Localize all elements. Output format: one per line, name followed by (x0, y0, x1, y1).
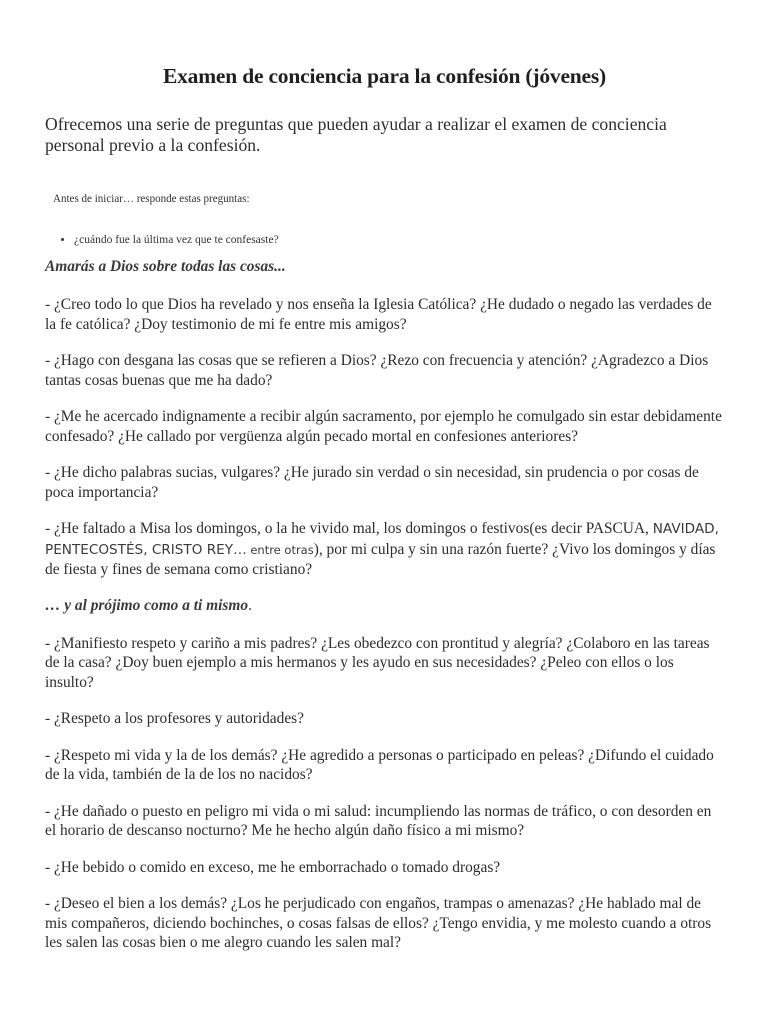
section-heading-neighbor-text: … y al prójimo como a ti mismo (45, 596, 249, 614)
feast-days-others: entre otras (246, 542, 314, 557)
question-paragraph-mass (45, 519, 724, 580)
pre-questions-list (45, 232, 724, 248)
question-paragraph: - ¿Manifiesto respeto y cariño a mis padres? ¿Les obedezco con prontitud y alegría? ¿Colaboro en las tareas de la casa? ¿Doy buen ejemplo a mis hermanos y les ayudo en sus necesidades? ¿Peleo con ellos o los insulto? (45, 634, 710, 691)
question-paragraph: - ¿He dañado o puesto en peligro mi vida o mi salud: incumpliendo las normas de tráfico, o con desorden en el horario de descanso nocturno? Me he hecho algún daño físico a mi mismo? (45, 802, 712, 839)
question-paragraph: - ¿Creo todo lo que Dios ha revelado y nos enseña la Iglesia Católica? ¿He dudado o negado las verdades de la fe católica? ¿Doy testimonio de mi fe entre mis amigos? (45, 296, 712, 333)
section-heading-god: Amarás a Dios sobre todas las cosas... (45, 258, 286, 275)
pre-note: Antes de iniciar… responde estas preguntas: (53, 191, 250, 205)
question-paragraph: - ¿Respeto a los profesores y autoridades? (45, 710, 304, 727)
feast-days-list: NAVIDAD, PENTECOSTÉS, CRISTO REY… (45, 521, 719, 558)
list-item: • ¿cuándo fue la última vez que te confesaste? (74, 232, 724, 248)
question-paragraph: - ¿Deseo el bien a los demás? ¿Los he perjudicado con engaños, trampas o amenazas? ¿He hablado mal de mis compañeros, diciendo bochinches, o cosas falsas de ellos? ¿Tengo envidia, y me molesto cuando a otros les salen las cosas bien o me alegro cuando les salen mal? (45, 895, 712, 951)
section-heading-neighbor-period: . (248, 596, 252, 614)
question-paragraph: - ¿Hago con desgana las cosas que se refieren a Dios? ¿Rezo con frecuencia y atención? ¿Agradezco a Dios tantas cosas buenas que me ha dado? (45, 352, 709, 389)
document-title: Examen de conciencia para la confesión (jóvenes) (162, 64, 607, 88)
question-paragraph: - ¿Respeto mi vida y la de los demás? ¿He agredido a personas o participado en peleas? ¿Difundo el cuidado de la vida, también de la de los no nacidos? (45, 746, 714, 783)
mass-question-end: ), por mi culpa y sin una razón fuerte? ¿Vivo los domingos y días de fiesta y fines de semana como cristiano? (45, 540, 716, 578)
intro-paragraph: Ofrecemos una serie de preguntas que pueden ayudar a realizar el examen de conciencia personal previo a la confesión. (45, 114, 667, 155)
mass-question-start: - ¿He faltado a Misa los domingos, o la he vivido mal, los domingos o festivos(es decir PASCUA, (45, 520, 653, 537)
question-paragraph: - ¿Me he acercado indignamente a recibir algún sacramento, por ejemplo he comulgado sin estar debidamente confesado? ¿He callado por vergüenza algún pecado mortal en confesiones anteriores? (45, 408, 722, 445)
question-paragraph: - ¿He dicho palabras sucias, vulgares? ¿He jurado sin verdad o sin necesidad, sin prudencia o por cosas de poca importancia? (45, 464, 699, 501)
question-paragraph: - ¿He bebido o comido en exceso, me he emborrachado o tomado drogas? (45, 858, 501, 876)
section-heading-neighbor (45, 596, 724, 616)
